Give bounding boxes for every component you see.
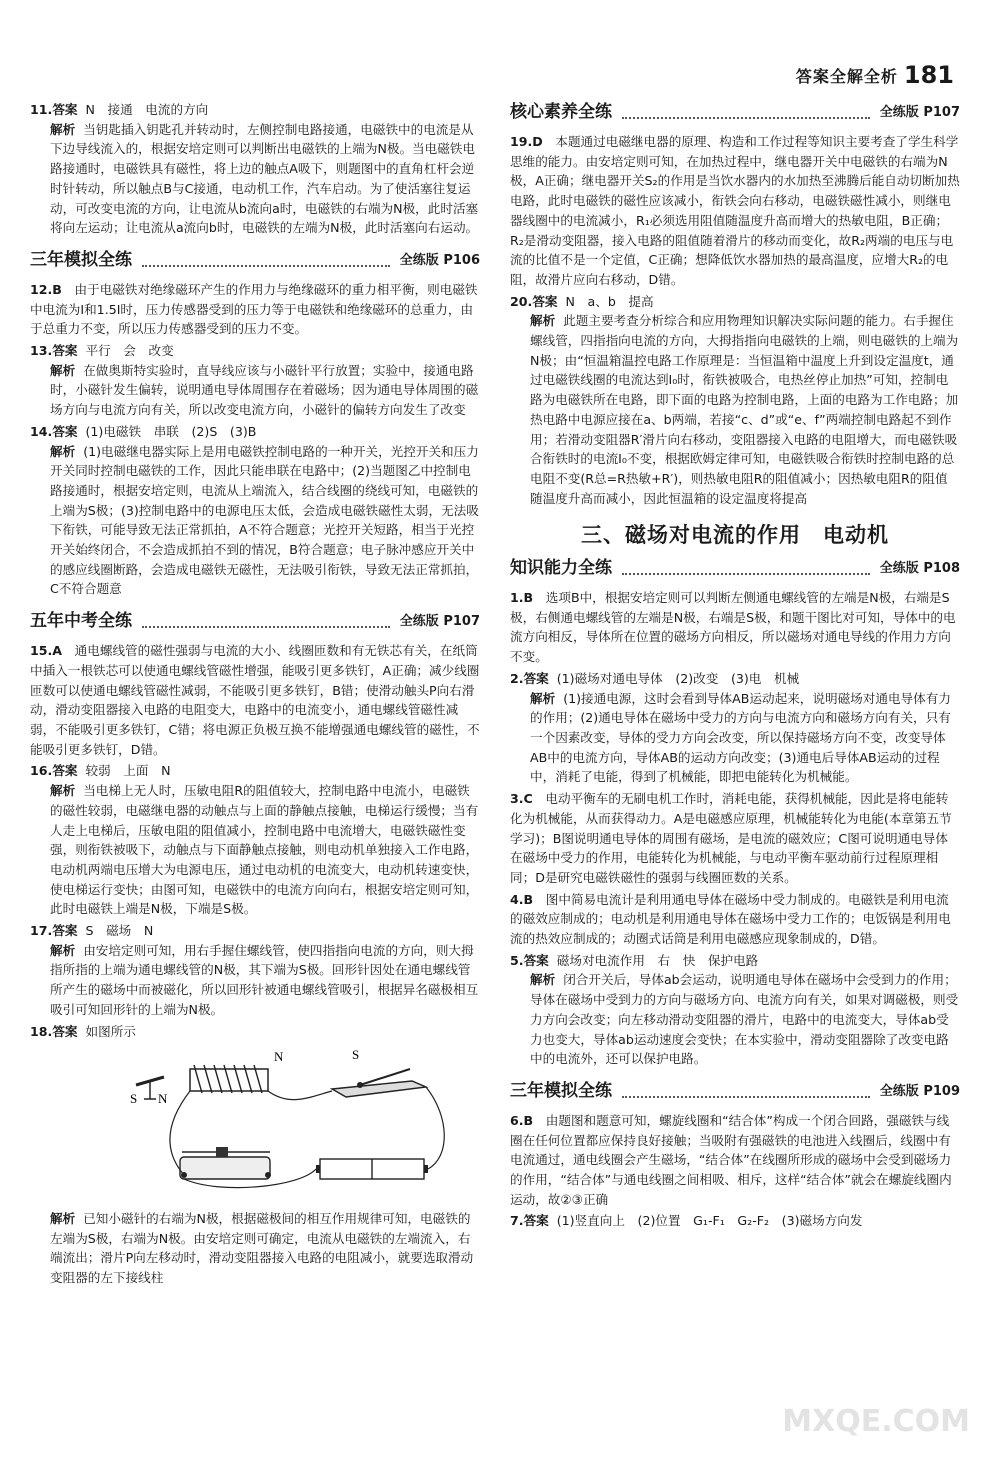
item-number: 4.B [510,891,534,907]
coil-label-n: N [274,1049,284,1065]
item-number: 5. [510,952,524,968]
answer-item-17 [30,921,480,1020]
answer-item-20 [510,292,960,509]
page-header [796,60,954,90]
answer-item-1 [510,588,960,667]
explanation-text: 当钥匙插入钥匙孔并转动时，左侧控制电路接通，电磁铁中的电流是从下边导线流入的，根据安培定则可以判断出电磁铁的上端为N极。当电磁铁电路接通时，电磁铁具有磁性，将上边的触点A吸下，则题图中的直角杠杆会逆时针转动，所以触点B与C接通，电动机工作，汽车启动。为了使活塞往复运动，可改变电流的方向，让电流从b流向a时，电磁铁的右端为N极，此时活塞将向左运动；让电流从a流向b时，电磁铁的左端为N极，此时活塞向右运动。 [50,121,479,236]
answer-label: 答案 [52,343,78,359]
explanation-label: 解析 [530,313,556,329]
answer-item-14 [30,422,480,599]
section-ref: 全练版 P106 [399,253,480,269]
explanation-label: 解析 [50,783,76,799]
explanation-label: 解析 [50,121,76,137]
answer-text: 如图所示 [85,1023,136,1039]
chapter-title: 三、磁场对电流的作用 电动机 [581,523,889,548]
item-number: 20. [510,293,533,309]
answer-text: (1)竖直向上 (2)位置 G₁-F₁ G₂-F₂ (3)磁场方向发 [556,1213,863,1229]
switch-icon [332,1069,426,1097]
item-number: 19.D [510,134,543,149]
explanation-text: 闭合开关后，导体ab会运动，说明通电导体在磁场中会受到力的作用；导体在磁场中受到力的方向与磁场方向、电流方向有关，如果对调磁极，则受力方向会改变；向左移动滑动变阻器的滑片，电路中的电流变大，导体ab受力也变大，导体ab运动速度会变快；在本实验中，滑动变阻器除了改变电路中的电流外，还可以保护电路。 [530,972,959,1067]
section-heading [30,248,480,274]
answer-label: 答案 [523,670,549,686]
explanation-text: 由于电磁铁对绝缘磁环产生的作用力与绝缘磁环的重力相平衡，则电磁铁中电流为I和1.5I时，压力传感器受到的压力等于电磁铁和绝缘磁环的总重力，由于总重力不变，所以压力传感器受到的压力不变。 [30,281,478,337]
item-number: 13. [30,343,53,359]
explanation-text: 在做奥斯特实验时，直导线应该与小磁针平行放置；实验中，接通电路时，小磁针发生偏转，说明通电导体周围存在着磁场；因为通电导体周围的磁场方向与电流方向有关，所以改变电流方向，小磁针的偏转方向发生了改变 [50,362,479,418]
section-divider [622,107,870,119]
battery-icon [316,1159,428,1179]
page-number: 181 [903,61,954,89]
answer-text: (1)磁场对通电导体 (2)改变 (3)电 机械 [556,670,800,686]
item-number: 7. [510,1213,524,1229]
needle-label-n: N [158,1091,168,1107]
explanation-text: 已知小磁针的右端为N极，根据磁极间的相互作用规律可知，电磁铁的左端为S极，右端为N极。由安培定则可确定，电流从电磁铁的左端流入，右端流出；滑片P向左移动时，滑动变阻器接入电路的电阻减小，就要选取滑动变阻器的左下接线柱 [50,1210,474,1286]
explanation-text: 此题主要考查分析综合和应用物理知识解决实际问题的能力。右手握住螺线管，四指指向电流的方向，大拇指指向电磁铁的上端，则电磁铁的上端为N极；由“恒温箱温控电路工作原理是：当恒温箱中温度上升到设定温度t，通过电磁铁线圈的电流达到I₀时，衔铁被吸合，电热丝停止加热”可知，控制电路为电磁铁所在电路，即下面的电路为控制电路，上面的电路为工作电路；加热电路中电源应接在a、b两端，若接“c、d”或“e、f”两端控制电路起不到作用；若滑动变阻器R′滑片向右移动，变阻器接入电路的电阻增大，而电磁铁吸合衔铁时的电流I₀不变，根据欧姆定律可知，电磁铁吸合衔铁时控制电路的总电阻不变(R总=R热敏+R′)，则热敏电阻R的阻值减小；因热敏电阻R的阻值随温度升高而减小，因此恒温箱的设定温度将提高 [530,313,959,506]
item-number: 11. [30,102,53,117]
answer-text: 较弱 上面 N [85,763,171,779]
answer-label: 答案 [523,952,549,968]
item-number: 18. [30,1023,53,1039]
answer-text: N a、b 提高 [565,293,654,309]
explanation-text: 当电梯上无人时，压敏电阻R的阻值较大，控制电路中电流小，电磁铁的磁性较弱，电磁继电器的动触点与上面的静触点接触，电梯运行缓慢；当有人走上电梯后，压敏电阻的阻值减小，控制电路中电流增大，电磁铁磁性变强，则衔铁被吸下，动触点与下面静触点接触，则电动机单独接入工作电路，电动机两端电压增大为电源电压，通过电动机的电流变大，电动机转速变快，使电梯运行变快；由图可知，电磁铁中的电流方向向右，根据安培定则可知，此时电磁铁上端是N极，下端是S极。 [50,783,479,917]
answer-item-19 [510,132,960,290]
item-number: 16. [30,763,53,779]
section-title: 知识能力全练 [510,558,612,579]
left-column [30,100,480,1290]
answer-label: 答案 [52,923,78,939]
answer-text: S 磁场 N [85,923,154,939]
answer-item-13 [30,341,480,420]
section-ref: 全练版 P107 [399,614,480,630]
explanation-label: 解析 [50,443,76,459]
item-number: 1.B [510,590,534,606]
section-heading [510,100,960,126]
section-divider [142,255,390,267]
answer-item-15 [30,641,480,759]
section-title: 五年中考全练 [30,611,132,632]
explanation-label: 解析 [50,942,76,958]
explanation-label: 解析 [530,690,556,706]
answer-item-4 [510,890,960,949]
section-title: 三年模拟全练 [510,1081,612,1102]
section-ref: 全练版 P108 [879,561,960,577]
switch-label-s: S [352,1047,360,1063]
item-number: 6.B [510,1112,534,1128]
answer-label: 答案 [52,423,78,439]
explanation-label: 解析 [530,972,556,988]
answer-item-2 [510,669,960,787]
electromagnet-coil-icon [190,1065,268,1093]
item-number: 3.C [510,791,533,807]
section-heading [510,556,960,582]
section-ref: 全练版 P109 [879,1084,960,1100]
explanation-text: 电动平衡车的无刷电机工作时，消耗电能，获得机械能，因此是将电能转化为机械能，从而获得动力。A是电磁感应原理，机械能转化为电能(本章第五节学习)；B图说明通电导体的周围有磁场，是电流的磁效应；C图可说明通电导体在磁场中受力的作用，电能转化为机械能，与电动平衡车驱动前行过程原理相同；D是研究电磁铁磁性的强弱与线圈匝数的关系。 [510,791,952,885]
explanation-text: 通电螺线管的磁性强弱与电流的大小、线圈匝数和有无铁芯有关，在纸筒中插入一根铁芯可以使通电螺线管磁性增强，能吸引更多铁钉，A正确；减少线圈匝数可以使通电螺线管磁性减弱，不能吸引更多铁钉，B错；使滑动触头P向右滑动，滑动变阻器接入电路的电阻变大，电路中的电流变小，通电螺线管磁性减弱，不能吸引更多铁钉，C错；将电源正负极互换不能增强通电螺线管的磁性，不能吸引更多铁钉，D错。 [30,643,480,757]
item-number: 17. [30,923,53,939]
answer-item-5 [510,951,960,1069]
section-divider [622,1086,870,1098]
rheostat-icon [180,1147,271,1179]
answer-item-12 [30,280,480,339]
circuit-diagram [120,1047,460,1197]
answer-item-7 [510,1211,960,1231]
answer-label: 答案 [52,1023,78,1039]
answer-text: 平行 会 改变 [85,343,174,359]
section-divider [622,563,870,575]
watermark: MXQE.COM [782,1404,970,1439]
explanation-text: 由安培定则可知，用右手握住螺线管，使四指指向电流的方向，则大拇指所指的上端为通电螺线管的N极，其下端为S极。回形针因处在通电螺线管所产生的磁场中而被磁化，所以回形针被通电螺线管吸引，根据异名磁极相互吸引可知回形针的上端为N极。 [50,942,479,1017]
item-number: 14. [30,423,53,439]
answer-item-3 [510,789,960,888]
answer-text: (1)电磁铁 串联 (2)S (3)B [85,423,257,439]
answer-text: 磁场对电流作用 右 快 保护电路 [556,952,759,968]
right-column [510,100,960,1233]
section-ref: 全练版 P107 [879,105,960,121]
answer-item-16 [30,761,480,919]
section-divider [142,616,390,628]
explanation-label: 解析 [50,362,76,378]
section-title: 核心素养全练 [510,102,612,123]
item-number: 15.A [30,643,63,659]
answer-label: 答案 [532,293,558,309]
explanation-text: 选项B中，根据安培定则可以判断左侧通电螺线管的左端是N极，右端是S极，右侧通电螺线管的左端是N极，右端是S极，和题干图比对可知，导体中的电流方向相反，导体所在位置的磁场方向相反，所以磁场对通电导线的作用力方向不变。 [510,590,956,665]
section-heading [30,609,480,635]
item-number: 2. [510,670,524,686]
explanation-text: 图中简易电流计是利用通电导体在磁场中受力制成的。电磁铁是利用电流的磁效应制成的；电动机是利用通电导体在磁场中受力工作的；电饭锅是利用电流的热效应制成的；动圈式话筒是利用电磁感应现象制成的，D错。 [510,891,951,947]
header-title: 答案全解全析 [795,66,898,86]
answer-item-6 [510,1111,960,1210]
answer-label: 答案 [52,102,78,117]
answer-label: 答案 [523,1213,549,1229]
explanation-label: 解析 [50,1210,76,1226]
section-heading [510,1079,960,1105]
item-number: 12.B [30,281,62,297]
answer-item-18 [30,1022,480,1288]
section-title: 三年模拟全练 [30,250,132,271]
answer-label: 答案 [52,763,78,779]
explanation-text: 本题通过电磁继电器的原理、构造和工作过程等知识主要考查了学生科学思维的能力。由安培定则可知，在加热过程中，继电器开关中电磁铁的右端为N极，A正确；继电器开关S₂的作用是当饮水器内的水加热至沸腾后能自动切断加热电路，此时电磁铁的磁性应该减小，衔铁会向右移动，电磁铁磁性减小，则继电器线圈中的电流减小，R₁必须选用阻值随温度升高而增大的热敏电阻，B正确；R₂是滑动变阻器，接入电路的阻值随着滑片的移动而变化，故R₂两端的电压与电流的比值不是一个定值，C正确；想降低饮水器加热的最高温度，应增大R₂的电阻，故滑片应向右移动，D错。 [510,134,960,287]
answer-text: N 接通 电流的方向 [85,102,209,117]
explanation-text: (1)电磁继电器实际上是用电磁铁控制电路的一种开关，光控开关和压力开关同时控制电磁铁的工作，因此只能串联在电路中；(2)当题图乙中控制电路接通时，根据安培定则，电流从上端流入，结合线圈的绕线可知，电磁铁的上端为S极；(3)控制电路中的电源电压太低，会造成电磁铁磁性太弱，无法吸下衔铁，可能导致无法正常抓拍，A不符合题意；光控开关短路，相当于光控开关始终闭合，不会造成抓拍不到的情况，B符合题意；电子脉冲感应开关中的感应线圈断路，会造成电磁铁无磁性，无法吸引衔铁，导致无法正常抓拍，C不符合题意 [50,443,479,597]
explanation-text: 由题图和题意可知，螺旋线圈和“结合体”构成一个闭合回路，强磁铁与线圈在任何位置都应保持良好接触；当吸附有强磁铁的电池进入线圈后，线圈中有电流通过，通电线圈会产生磁场，“结合体”在线圈所形成的磁场中会受到磁场力的作用，“结合体”与通电线圈之间相吸、相斥，这样“结合体”就会在螺旋线圈内运动，故②③正确 [510,1112,952,1207]
needle-label-s: S [130,1091,138,1107]
answer-item-11 [30,100,480,238]
explanation-text: (1)接通电源，这时会看到导体AB运动起来，说明磁场对通电导体有力的作用；(2)通电导体在磁场中受力的方向与电流方向和磁场方向有关，只有一个因素改变，导体的受力方向会改变，所以保持磁场方向不变，改变导体AB中的电流方向，导体AB的运动方向改变；(3)通电后导体AB运动的过程中，消耗了电能，得到了机械能，即把电能转化为机械能。 [530,690,951,785]
